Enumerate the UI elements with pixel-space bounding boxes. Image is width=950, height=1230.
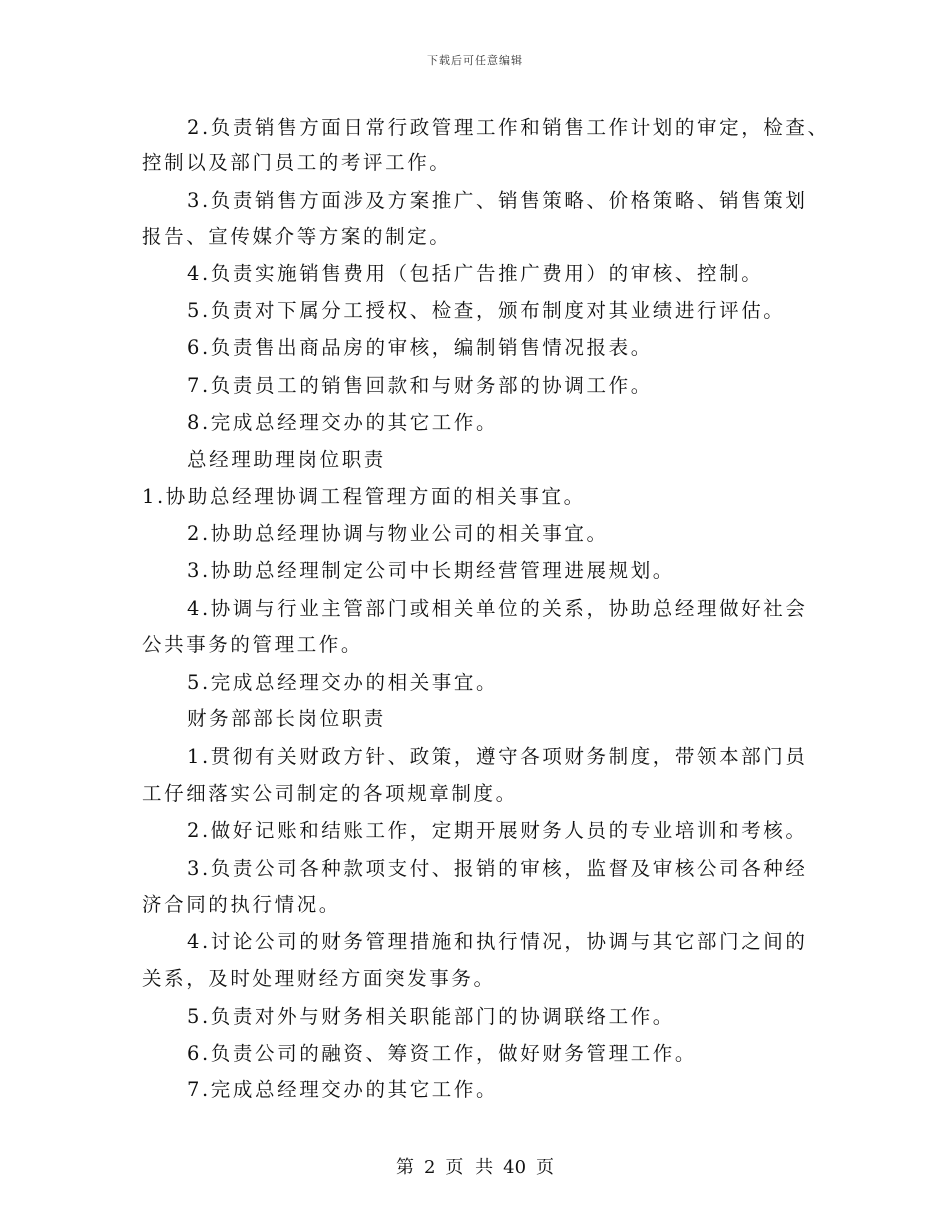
page-number: 2 [423, 1157, 436, 1178]
text-line: 2.负责销售方面日常行政管理工作和销售工作计划的审定，检查、 [187, 116, 830, 139]
text-line: 控制以及部门员工的考评工作。 [142, 151, 452, 174]
text-line: 济合同的执行情况。 [142, 893, 341, 916]
text-line: 1.贯彻有关财政方针、政策，遵守各项财务制度，带领本部门员 [187, 745, 808, 768]
text-line: 4.讨论公司的财务管理措施和执行情况，协调与其它部门之间的 [187, 930, 808, 953]
section-heading: 财务部部长岗位职责 [187, 707, 386, 730]
text-line: 4.负责实施销售费用（包括广告推广费用）的审核、控制。 [187, 262, 764, 285]
footer-suffix: 页 [536, 1157, 555, 1178]
footer-middle: 页 共 [445, 1157, 494, 1178]
text-line: 3.负责公司各种款项支付、报销的审核，监督及审核公司各种经 [187, 857, 808, 880]
footer-prefix: 第 [395, 1157, 414, 1178]
text-line: 5.负责对外与财务相关职能部门的协调联络工作。 [187, 1005, 675, 1028]
text-line: 6.负责售出商品房的审核，编制销售情况报表。 [187, 336, 653, 359]
text-line: 3.负责销售方面涉及方案推广、销售策略、价格策略、销售策划 [187, 189, 808, 212]
text-line: 报告、宣传媒介等方案的制定。 [142, 225, 452, 248]
text-line: 工仔细落实公司制定的各项规章制度。 [142, 782, 518, 805]
total-pages: 40 [503, 1157, 527, 1178]
text-line: 公共事务的管理工作。 [142, 633, 364, 656]
text-line: 4.协调与行业主管部门或相关单位的关系，协助总经理做好社会 [187, 597, 808, 620]
page-header: 下载后可任意编辑 [427, 54, 523, 67]
text-line: 8.完成总经理交办的其它工作。 [187, 411, 499, 434]
text-line: 7.完成总经理交办的其它工作。 [187, 1078, 499, 1101]
text-line: 关系，及时处理财经方面突发事务。 [142, 967, 496, 990]
text-line: 3.协助总经理制定公司中长期经营管理进展规划。 [187, 559, 675, 582]
text-line: 2.协助总经理协调与物业公司的相关事宜。 [187, 522, 609, 545]
page-footer [0, 1153, 950, 1179]
section-heading: 总经理助理岗位职责 [187, 448, 386, 471]
text-line: 2.做好记账和结账工作，定期开展财务人员的专业培训和考核。 [187, 819, 808, 842]
text-line: 1.协助总经理协调工程管理方面的相关事宜。 [142, 485, 586, 508]
text-line: 7.负责员工的销售回款和与财务部的协调工作。 [187, 374, 653, 397]
text-line: 6.负责公司的融资、筹资工作，做好财务管理工作。 [187, 1042, 698, 1065]
text-line: 5.完成总经理交办的相关事宜。 [187, 671, 499, 694]
text-line: 5.负责对下属分工授权、检查，颁布制度对其业绩进行评估。 [187, 299, 786, 322]
